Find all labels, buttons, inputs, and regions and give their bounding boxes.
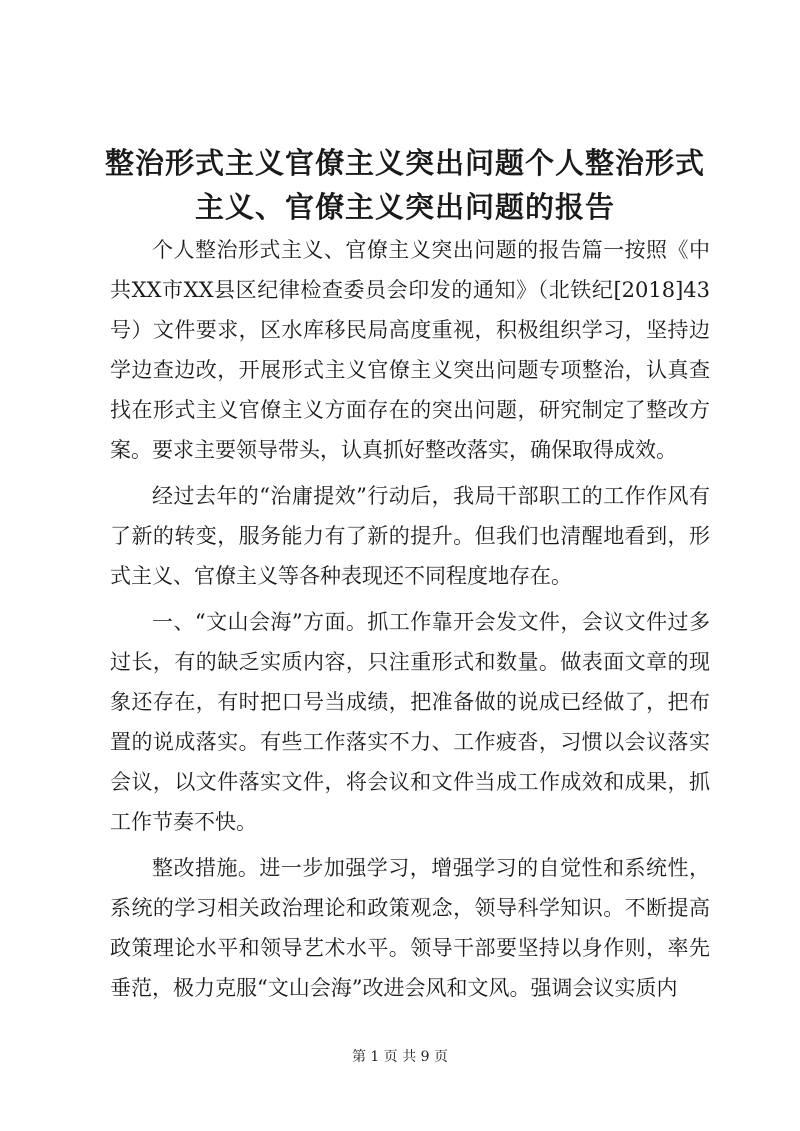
document-body (110, 230, 710, 1014)
page-footer: 第 1 页 共 9 页 (351, 1049, 449, 1065)
paragraph-3: 一、“文山会海”方面。抓工作靠开会发文件，会议文件过多过长，有的缺乏实质内容，只注重形式和数量。做表面文章的现象还存在，有时把口号当成绩，把准备做的说成已经做了，把布置的说成落实。有些工作落实不力、工作疲沓，习惯以会议落实会议，以文件落实文件，将会议和文件当成工作成效和成果，抓工作节奏不快。 (110, 610, 710, 834)
paragraph-4: 整改措施。进一步加强学习，增强学习的自觉性和系统性，系统的学习相关政治理论和政策观念，领导科学知识。不断提高政策理论水平和领导艺术水平。领导干部要坚持以身作则，率先垂范，极力克服“文山会海”改进会风和文风。强调会议实质内 (110, 856, 710, 1000)
document-title: 整治形式主义官僚主义突出问题个人整治形式主义、官僚主义突出问题的报告 (104, 146, 705, 224)
paragraph-1: 个人整治形式主义、官僚主义突出问题的报告篇一按照《中共XX市XX县区纪律检查委员会印发的通知》（北铁纪[2018]43号）文件要求，区水库移民局高度重视，积极组织学习，坚持边学边查边改，开展形式主义官僚主义突出问题专项整治，认真查找在形式主义官僚主义方面存在的突出问题，研究制定了整改方案。要求主要领导带头，认真抓好整改落实，确保取得成效。 (110, 238, 710, 462)
paragraph-2: 经过去年的“治庸提效”行动后，我局干部职工的工作作风有了新的转变，服务能力有了新的提升。但我们也清醒地看到，形式主义、官僚主义等各种表现还不同程度地存在。 (110, 484, 710, 588)
